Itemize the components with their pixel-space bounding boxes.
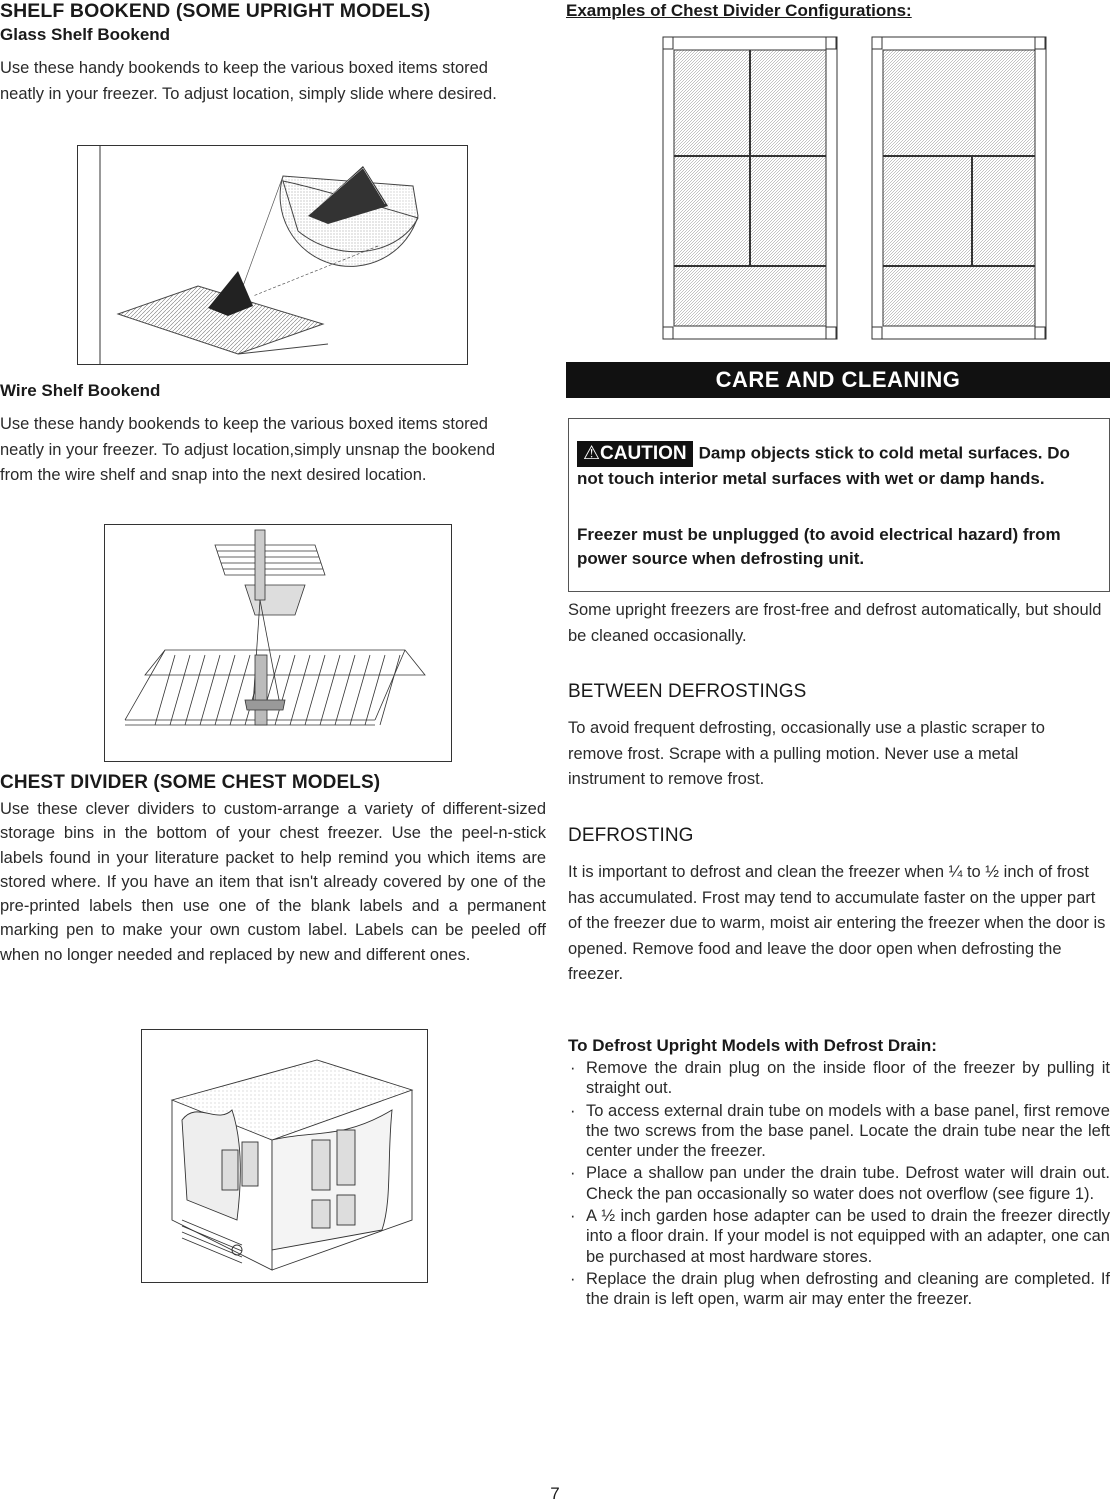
caution-tag	[577, 441, 693, 467]
chest-divider-heading: CHEST DIVIDER (SOME CHEST MODELS)	[0, 772, 381, 793]
chest-freezer-illustration	[142, 1030, 427, 1282]
glass-shelf-text: Use these handy bookends to keep the various boxed items stored neatly in your freezer. To adjust location, simply slide where desired.	[0, 59, 497, 103]
list-item: · To access external drain tube on models with a base panel, first remove the two screws from the base panel. Locate the drain tube near the left center under the freezer.	[568, 1101, 1110, 1162]
between-defrostings-heading: BETWEEN DEFROSTINGS	[568, 681, 807, 702]
divider-configurations-illustration	[662, 36, 1048, 341]
caution-line1: Damp objects stick to cold metal surfaces. Do not touch interior metal surfaces with wet or damp hands.	[577, 443, 1070, 488]
defrost-steps-list	[568, 1058, 1110, 1312]
caution-warning	[577, 441, 1099, 491]
caution-tag-label: CAUTION	[600, 443, 687, 464]
care-intro-text: Some upright freezers are frost-free and defrost automatically, but should be cleaned occasionally.	[568, 601, 1102, 645]
shelf-bookend-heading: SHELF BOOKEND (SOME UPRIGHT MODELS)	[0, 0, 431, 22]
between-defrostings-text: To avoid frequent defrosting, occasionally use a plastic scraper to remove frost. Scrape with a pulling motion. Never use a metal instrument to remove frost.	[568, 719, 1045, 788]
upright-defrost-heading: To Defrost Upright Models with Defrost Drain:	[568, 1036, 937, 1055]
glass-bookend-illustration	[78, 146, 467, 364]
defrosting-text: It is important to defrost and clean the freezer when ¼ to ½ inch of frost has accumulated. Frost may tend to accumulate faster on the upper part of the freezer due to warm, moist air entering the freezer when the door is opened. Remove food and leave the door open when defrosting the freezer.	[568, 863, 1106, 983]
glass-bookend-figure	[77, 145, 468, 365]
caution-line2: Freezer must be unplugged (to avoid electrical hazard) from power source when defrosting unit.	[577, 525, 1061, 568]
warning-icon: ⚠	[583, 443, 601, 464]
defrosting-heading: DEFROSTING	[568, 825, 694, 846]
wire-bookend-figure	[104, 524, 452, 762]
chest-freezer-figure	[141, 1029, 428, 1283]
care-cleaning-banner: CARE AND CLEANING	[566, 362, 1110, 398]
wire-shelf-text: Use these handy bookends to keep the various boxed items stored neatly in your freezer. To adjust location,simply unsnap the bookend from the wire shelf and snap into the next desired location.	[0, 415, 495, 484]
list-item: · Remove the drain plug on the inside floor of the freezer by pulling it straight out.	[568, 1058, 1110, 1099]
page-number: 7	[550, 1484, 560, 1503]
list-item: · Place a shallow pan under the drain tube. Defrost water will drain out. Check the pan occasionally so water does not overflow (see figure 1).	[568, 1163, 1110, 1204]
wire-bookend-illustration	[105, 525, 451, 761]
list-item: · A ½ inch garden hose adapter can be used to drain the freezer directly into a floor drain. If your model is not equipped with an adapter, one can be purchased at most hardware stores.	[568, 1206, 1110, 1267]
wire-shelf-heading: Wire Shelf Bookend	[0, 381, 161, 400]
chest-divider-text: Use these clever dividers to custom-arrange a variety of different-sized storage bins in the bottom of your chest freezer. Use the peel-n-stick labels found in your literature packet to help remind you which items are stored where. If you have an item that isn't already covered by one of the pre-printed labels then use one of the blank labels and a permanent marking pen to make your own custom label. Labels can be peeled off when no longer needed and replaced by new and different ones.	[0, 800, 546, 964]
glass-shelf-heading: Glass Shelf Bookend	[0, 25, 171, 44]
list-item: · Replace the drain plug when defrosting and cleaning are completed. If the drain is left open, warm air may enter the freezer.	[568, 1269, 1110, 1310]
examples-heading: Examples of Chest Divider Configurations:	[566, 1, 912, 20]
caution-box	[568, 418, 1110, 592]
